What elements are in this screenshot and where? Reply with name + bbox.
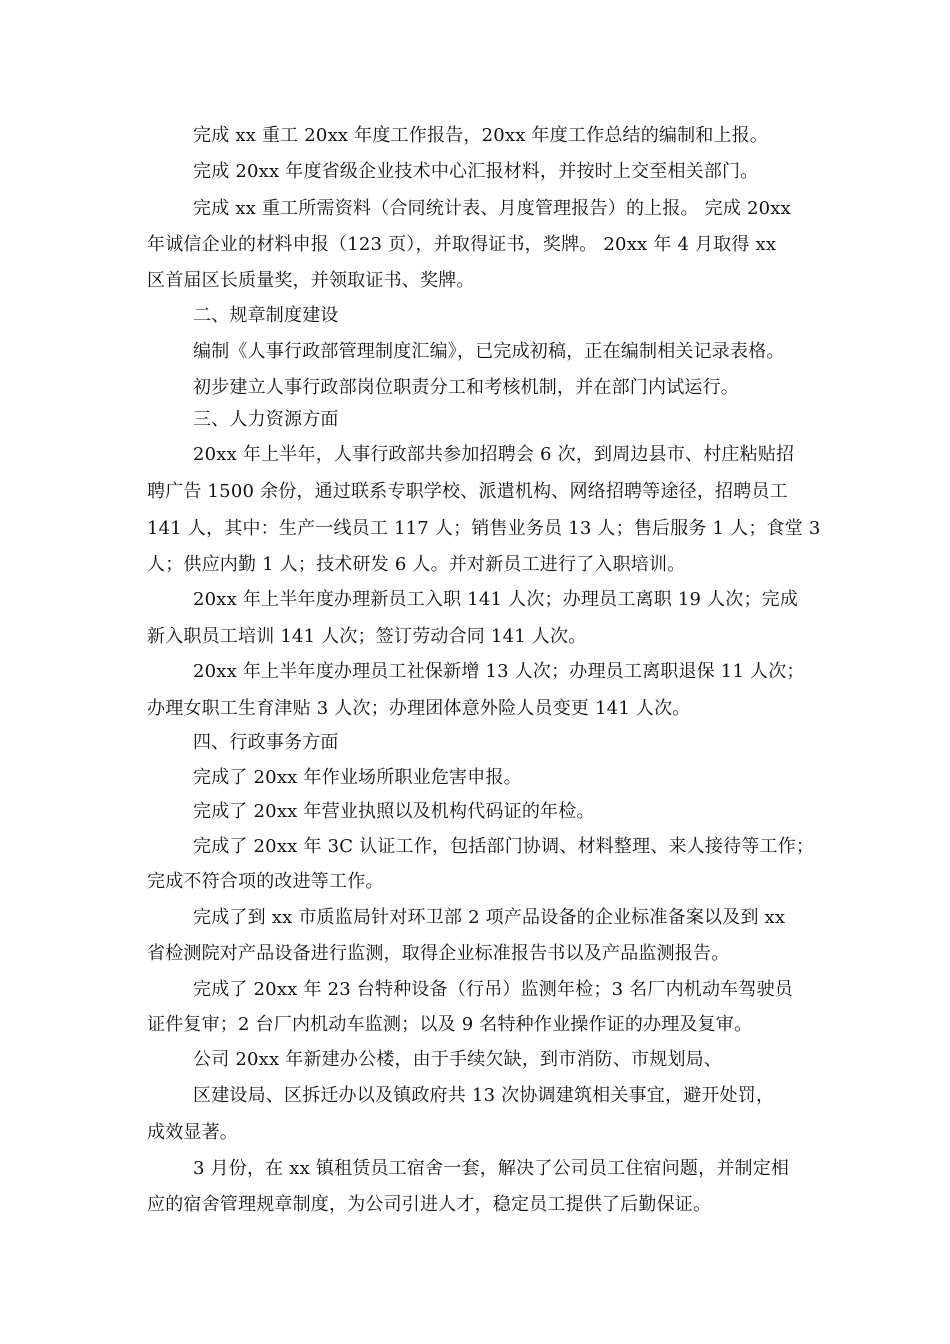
text-line: 20xx 年上半年，人事行政部共参加招聘会 6 次，到周边县市、村庄粘贴招 xyxy=(193,444,795,465)
text-line: 20xx 年上半年度办理新员工入职 141 人次；办理员工离职 19 人次；完成 xyxy=(193,589,799,610)
text-line: 20xx 年上半年度办理员工社保新增 13 人次；办理员工离职退保 11 人次； xyxy=(193,661,805,682)
text-line: 证件复审；2 台厂内机动车监测；以及 9 名特种作业操作证的办理及复审。 xyxy=(147,1014,753,1035)
text-line: 新入职员工培训 141 人次；签订劳动合同 141 人次。 xyxy=(147,626,587,647)
text-line: 完成了 20xx 年 3C 认证工作，包括部门协调、材料整理、来人接待等工作； xyxy=(193,836,815,857)
section-heading: 二、规章制度建设 xyxy=(193,305,339,326)
text-line: 人；供应内勤 1 人；技术研发 6 人。并对新员工进行了入职培训。 xyxy=(147,554,686,575)
text-line: 完成 xx 重工 20xx 年度工作报告，20xx 年度工作总结的编制和上报。 xyxy=(193,125,769,146)
text-line: 公司 20xx 年新建办公楼，由于手续欠缺，到市消防、市规划局、 xyxy=(193,1049,723,1070)
text-line: 完成了 20xx 年 23 台特种设备（行吊）监测年检；3 名厂内机动车驾驶员 xyxy=(193,979,793,1000)
section-heading: 三、人力资源方面 xyxy=(193,409,339,430)
text-line: 完成 20xx 年度省级企业技术中心汇报材料，并按时上交至相关部门。 xyxy=(193,161,759,182)
text-line: 完成了 20xx 年作业场所职业危害申报。 xyxy=(193,767,522,788)
text-line: 成效显著。 xyxy=(147,1122,238,1143)
section-heading: 四、行政事务方面 xyxy=(193,732,339,753)
text-line: 办理女职工生育津贴 3 人次；办理团体意外险人员变更 141 人次。 xyxy=(147,698,691,719)
text-line: 141 人，其中：生产一线员工 117 人；销售业务员 13 人；售后服务 1 人；食堂 3 xyxy=(147,518,821,539)
text-line: 完成了 20xx 年营业执照以及机构代码证的年检。 xyxy=(193,801,595,822)
text-line: 完成不符合项的改进等工作。 xyxy=(147,871,384,892)
text-line: 完成 xx 重工所需资料（合同统计表、月度管理报告）的上报。 完成 20xx xyxy=(193,198,791,219)
text-line: 初步建立人事行政部岗位职责分工和考核机制，并在部门内试运行。 xyxy=(193,377,739,398)
text-line: 完成了到 xx 市质监局针对环卫部 2 项产品设备的企业标准备案以及到 xx xyxy=(193,907,786,928)
text-line: 区建设局、区拆迁办以及镇政府共 13 次协调建筑相关事宜，避开处罚， xyxy=(193,1085,775,1106)
text-line: 应的宿舍管理规章制度，为公司引进人才，稳定员工提供了后勤保证。 xyxy=(147,1194,712,1215)
text-line: 省检测院对产品设备进行监测，取得企业标准报告书以及产品监测报告。 xyxy=(147,943,730,964)
text-line: 3 月份，在 xx 镇租赁员工宿舍一套，解决了公司员工住宿问题，并制定相 xyxy=(193,1158,790,1179)
text-line: 编制《人事行政部管理制度汇编》，已完成初稿，正在编制相关记录表格。 xyxy=(193,341,785,362)
text-line: 聘广告 1500 余份，通过联系专职学校、派遣机构、网络招聘等途径，招聘员工 xyxy=(147,481,788,502)
text-line: 年诚信企业的材料申报（123 页），并取得证书，奖牌。 20xx 年 4 月取得 xx xyxy=(147,234,777,255)
text-line: 区首届区长质量奖，并领取证书、奖牌。 xyxy=(147,270,475,291)
